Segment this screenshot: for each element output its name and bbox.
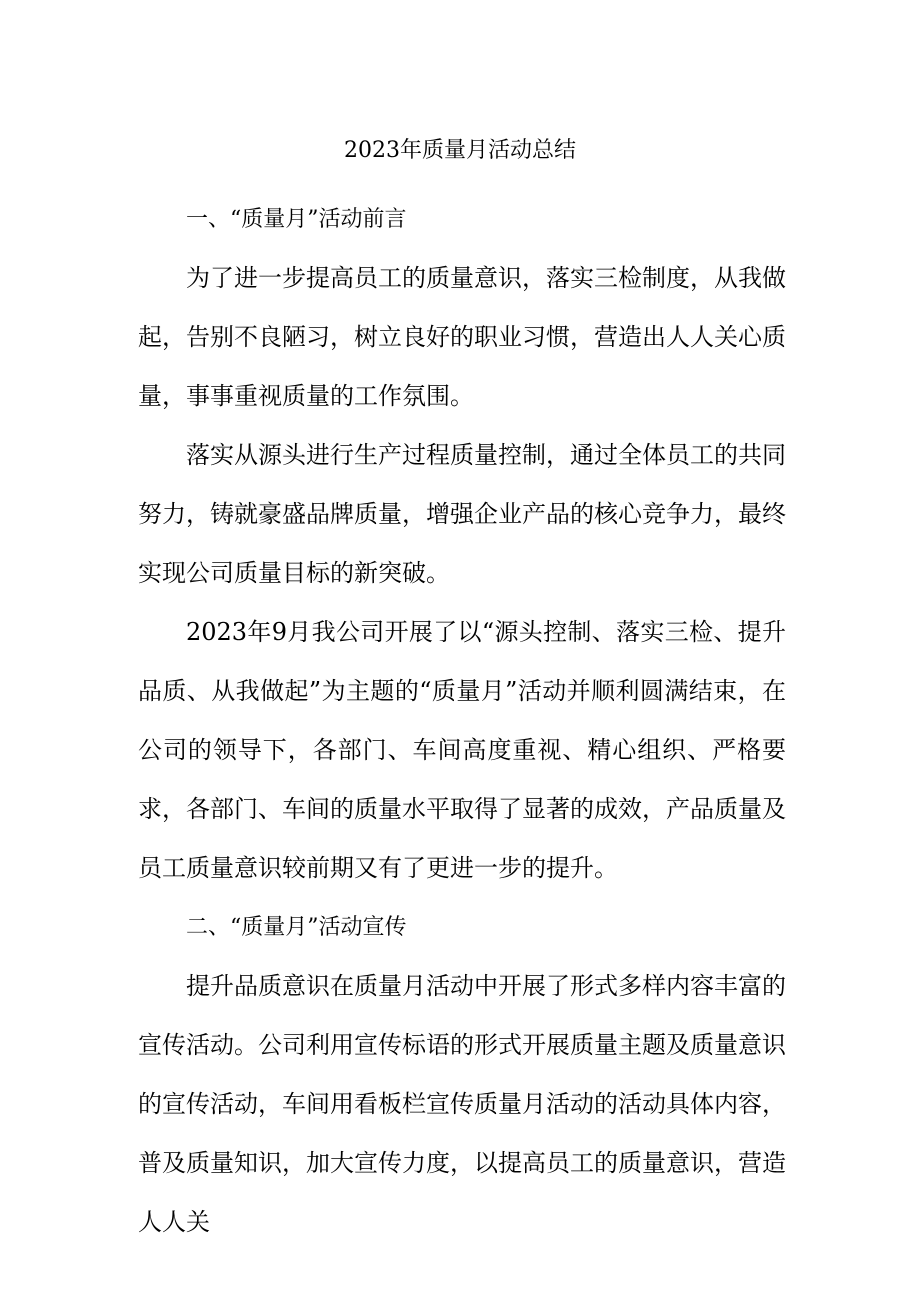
paragraph: 提升品质意识在质量月活动中开展了形式多样内容丰富的宣传活动。公司利用宣传标语的形式开展质量主题及质量意识的宣传活动，车间用看板栏宣传质量月活动的活动具体内容，普及质量知识，加大宣传力度，以提高员工的质量意识，营造人人关 bbox=[138, 972, 786, 1236]
section-heading-2: 二、“质量月”活动宣传 bbox=[186, 915, 407, 940]
document-title: 2023年质量月活动总结 bbox=[344, 138, 576, 163]
paragraph: 为了进一步提高员工的质量意识，落实三检制度，从我做起，告别不良陋习，树立良好的职业习惯，营造出人人关心质量，事事重视质量的工作氛围。 bbox=[138, 264, 786, 410]
document-body bbox=[138, 190, 786, 1252]
paragraph: 落实从源头进行生产过程质量控制，通过全体员工的共同努力，铸就豪盛品牌质量，增强企业产品的核心竞争力，最终实现公司质量目标的新突破。 bbox=[138, 441, 786, 587]
section-heading-1: 一、“质量月”活动前言 bbox=[186, 207, 407, 232]
paragraph: 2023年9月我公司开展了以“源头控制、落实三检、提升品质、从我做起”为主题的“质量月”活动并顺利圆满结束，在公司的领导下，各部门、车间高度重视、精心组织、严格要求，各部门、车间的质量水平取得了显著的成效，产品质量及员工质量意识较前期又有了更进一步的提升。 bbox=[138, 618, 786, 882]
